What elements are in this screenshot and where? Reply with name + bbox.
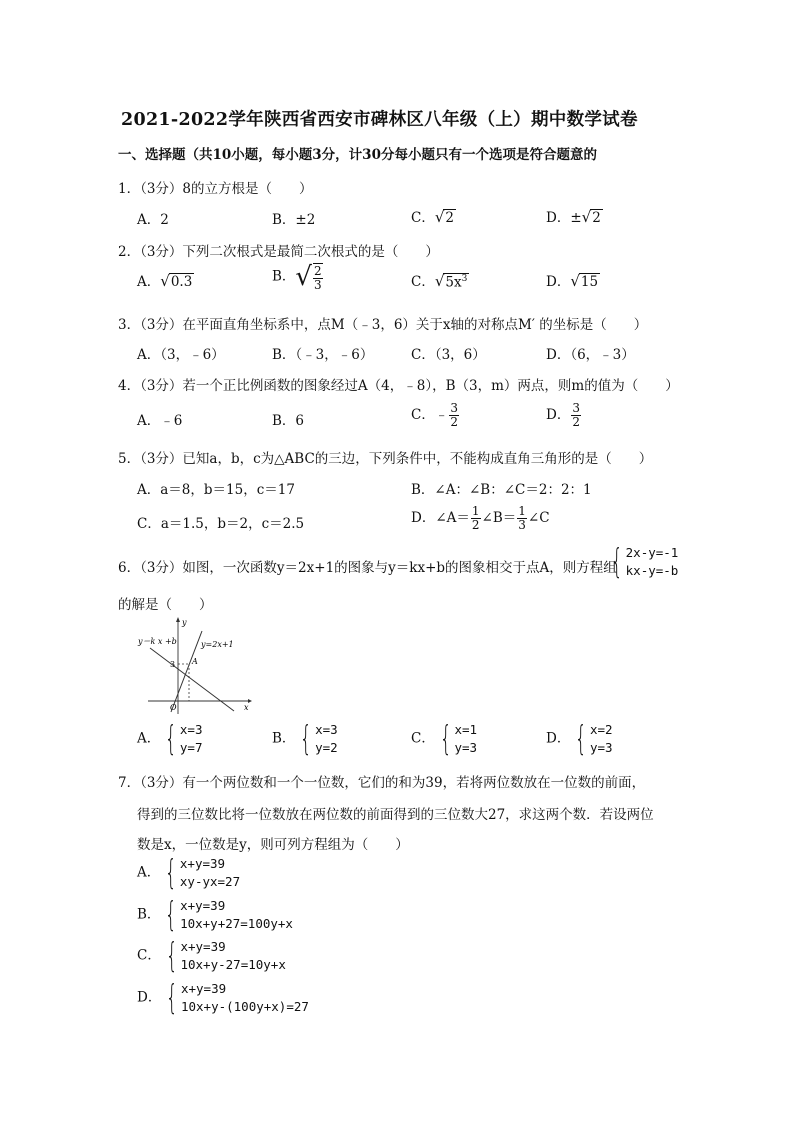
q2-option-d: D．√15 xyxy=(546,272,599,290)
q3-option-c: C．（3，6） xyxy=(411,347,486,363)
brace-icon: { xyxy=(166,978,179,1018)
brace-icon: { xyxy=(439,719,452,759)
q2-b-denominator: 3 xyxy=(314,277,322,292)
q4-option-d xyxy=(546,402,582,429)
q5-d-num2: 1 xyxy=(518,504,526,518)
q7-a-label: A． xyxy=(137,864,161,881)
q7-d-label: D． xyxy=(137,989,162,1006)
q6-d-eq2: y=3 xyxy=(589,740,613,755)
q6-d-eq1: x=2 xyxy=(589,722,613,737)
q6-graph xyxy=(136,614,254,714)
q7-option-c xyxy=(137,938,286,974)
q7-stem-line2: 得到的三位数比将一位数放在两位数的前面得到的三位数大27，求这两个数．若设两位 xyxy=(137,807,654,823)
label-y: y xyxy=(182,618,187,627)
q1-d-label: D．± xyxy=(546,210,582,226)
brace-icon: { xyxy=(165,895,178,935)
q5-d-num1: 1 xyxy=(471,504,480,518)
q7-c-eq1: x+y=39 xyxy=(180,939,226,954)
page-title: 2021-2022学年陕西省西安市碑林区八年级（上）期中数学试卷 xyxy=(121,110,638,130)
q6-system xyxy=(606,544,678,580)
q2-b-numerator: 2 xyxy=(314,263,322,278)
q2-option-c: C．$√5x^3$ xyxy=(411,272,468,290)
q6-c-eq1: x=1 xyxy=(454,722,478,737)
label-point-a: A xyxy=(192,657,198,666)
q1-c-radicand: 2 xyxy=(445,210,454,226)
q1-d-radicand: 2 xyxy=(592,210,601,226)
q5-option-a: A．a＝8，b＝15，c＝17 xyxy=(137,482,295,498)
q3-option-a: A．（3，﹣6） xyxy=(137,347,225,363)
q7-stem-line1: 7．（3分）有一个两位数和一个一位数，它们的和为39，若将两位数放在一位数的前面， xyxy=(118,775,646,791)
q4-option-c xyxy=(411,402,460,429)
q7-b-label: B． xyxy=(137,906,161,923)
q2-stem: 2．（3分）下列二次根式是最简二次根式的是（ ） xyxy=(118,244,439,260)
q5-d-label: D．∠A＝ xyxy=(411,510,470,526)
x-axis-arrow xyxy=(248,699,252,703)
q6-a-eq2: y=7 xyxy=(179,740,203,755)
q2-b-label: B． xyxy=(272,268,296,285)
q1-option-b: B．±2 xyxy=(272,212,316,228)
brace-icon: { xyxy=(575,719,588,759)
section-heading: 一、选择题（共10小题，每小题3分，计30分每小题只有一个选项是符合题意的 xyxy=(118,147,597,163)
q4-d-numerator: 3 xyxy=(572,401,580,415)
brace-icon: { xyxy=(300,719,313,759)
label-x: x xyxy=(244,703,249,712)
q2-a-label: A． xyxy=(137,274,161,290)
q5-d-den1: 2 xyxy=(471,518,480,532)
q6-sys-eq2: kx-y=-b xyxy=(625,563,679,578)
q6-option-d xyxy=(546,721,613,757)
label-kx-b: y＝k x +b xyxy=(138,637,177,646)
q4-option-b: B．6 xyxy=(272,413,305,429)
label-origin: O xyxy=(170,703,177,712)
q2-c-label: C． xyxy=(411,274,435,290)
brace-icon: { xyxy=(610,542,623,582)
q4-d-label: D． xyxy=(546,407,571,423)
q7-d-eq1: x+y=39 xyxy=(180,981,227,996)
q6-stem: 6．（3分）如图，一次函数y＝2x+1的图象与y＝kx+b的图象相交于点A，则方程组 xyxy=(118,560,617,576)
label-three: 3 xyxy=(170,660,176,669)
q5-stem: 5．（3分）已知a，b，c为△ABC的三边，下列条件中，不能构成直角三角形的是（ ） xyxy=(118,451,653,467)
q6-c-eq2: y=3 xyxy=(454,740,478,755)
q2-a-radicand: 0.3 xyxy=(170,274,193,290)
q1-option-c: C．√2 xyxy=(411,208,454,226)
q6-sys-eq1: 2x-y=-1 xyxy=(625,545,679,560)
q7-b-eq2: 10x+y+27=100y+x xyxy=(180,916,293,931)
q2-option-a: A．√0.3 xyxy=(137,272,193,290)
q7-option-a xyxy=(137,855,240,891)
q4-c-label: C．﹣ xyxy=(411,407,449,423)
q4-stem: 4．（3分）若一个正比例函数的图象经过A（4，﹣8），B（3，m）两点，则m的值为（ ） xyxy=(118,378,679,394)
q7-a-eq2: xy-yx=27 xyxy=(179,874,241,889)
q1-stem: 1．（3分）8的立方根是（ ） xyxy=(118,181,313,197)
q1-option-a: A．2 xyxy=(137,212,169,228)
q4-d-denominator: 2 xyxy=(572,415,580,429)
q3-option-b: B．（﹣3，﹣6） xyxy=(272,347,374,363)
q6-option-a xyxy=(137,721,202,757)
q6-b-eq1: x=3 xyxy=(315,722,338,737)
y-axis-arrow xyxy=(176,617,180,622)
q6-option-c xyxy=(411,721,477,757)
q1-option-d: D．±√2 xyxy=(546,208,601,226)
q6-a-eq1: x=3 xyxy=(179,722,203,737)
q2-c-radicand: 5x xyxy=(445,274,462,290)
q1-c-label: C． xyxy=(411,210,435,226)
q6-d-label: D． xyxy=(546,730,571,747)
q4-option-a: A．﹣6 xyxy=(137,413,183,429)
q5-option-c: C．a＝1.5，b＝2，c＝2.5 xyxy=(137,516,305,532)
q3-option-d: D．（6，﹣3） xyxy=(546,347,635,363)
label-2x-1: y=2x+1 xyxy=(201,640,234,649)
q7-option-d xyxy=(137,980,309,1016)
q3-stem: 3．（3分）在平面直角坐标系中，点M（﹣3，6）关于x轴的对称点M′ 的坐标是（ ） xyxy=(118,317,648,333)
q7-a-eq1: x+y=39 xyxy=(179,856,226,871)
q7-d-eq2: 10x+y-(100y+x)=27 xyxy=(180,999,309,1014)
q2-d-radicand: 15 xyxy=(580,274,599,290)
q5-d-den2: 3 xyxy=(518,518,526,532)
brace-icon: { xyxy=(165,853,178,893)
q6-b-label: B． xyxy=(272,730,296,747)
q6-a-label: A． xyxy=(137,730,161,747)
q7-b-eq1: x+y=39 xyxy=(180,898,226,913)
q6-option-b xyxy=(272,721,338,757)
q4-c-numerator: 3 xyxy=(450,401,458,415)
q5-d-post: ∠C xyxy=(527,510,550,526)
q5-d-mid: ∠B＝ xyxy=(481,510,517,526)
q2-d-label: D． xyxy=(546,274,571,290)
q2-option-b: B．√ $\frac{2}{3}$ xyxy=(272,262,322,292)
q6-b-eq2: y=2 xyxy=(315,740,338,755)
q7-stem-line3: 数是x，一位数是y，则可列方程组为（ ） xyxy=(137,837,409,853)
q7-c-eq2: 10x+y-27=10y+x xyxy=(180,957,286,972)
q2-c-exponent: 3 xyxy=(461,273,468,284)
q5-option-d xyxy=(411,505,550,532)
q7-c-label: C． xyxy=(137,947,161,964)
q5-option-b: B．∠A：∠B：∠C＝2：2：1 xyxy=(411,482,592,498)
q7-option-b xyxy=(137,897,293,933)
q6-stem2: 的解是（ ） xyxy=(118,597,213,613)
brace-icon: { xyxy=(165,936,178,976)
q4-c-denominator: 2 xyxy=(450,415,458,429)
brace-icon: { xyxy=(165,719,178,759)
q6-c-label: C． xyxy=(411,730,435,747)
